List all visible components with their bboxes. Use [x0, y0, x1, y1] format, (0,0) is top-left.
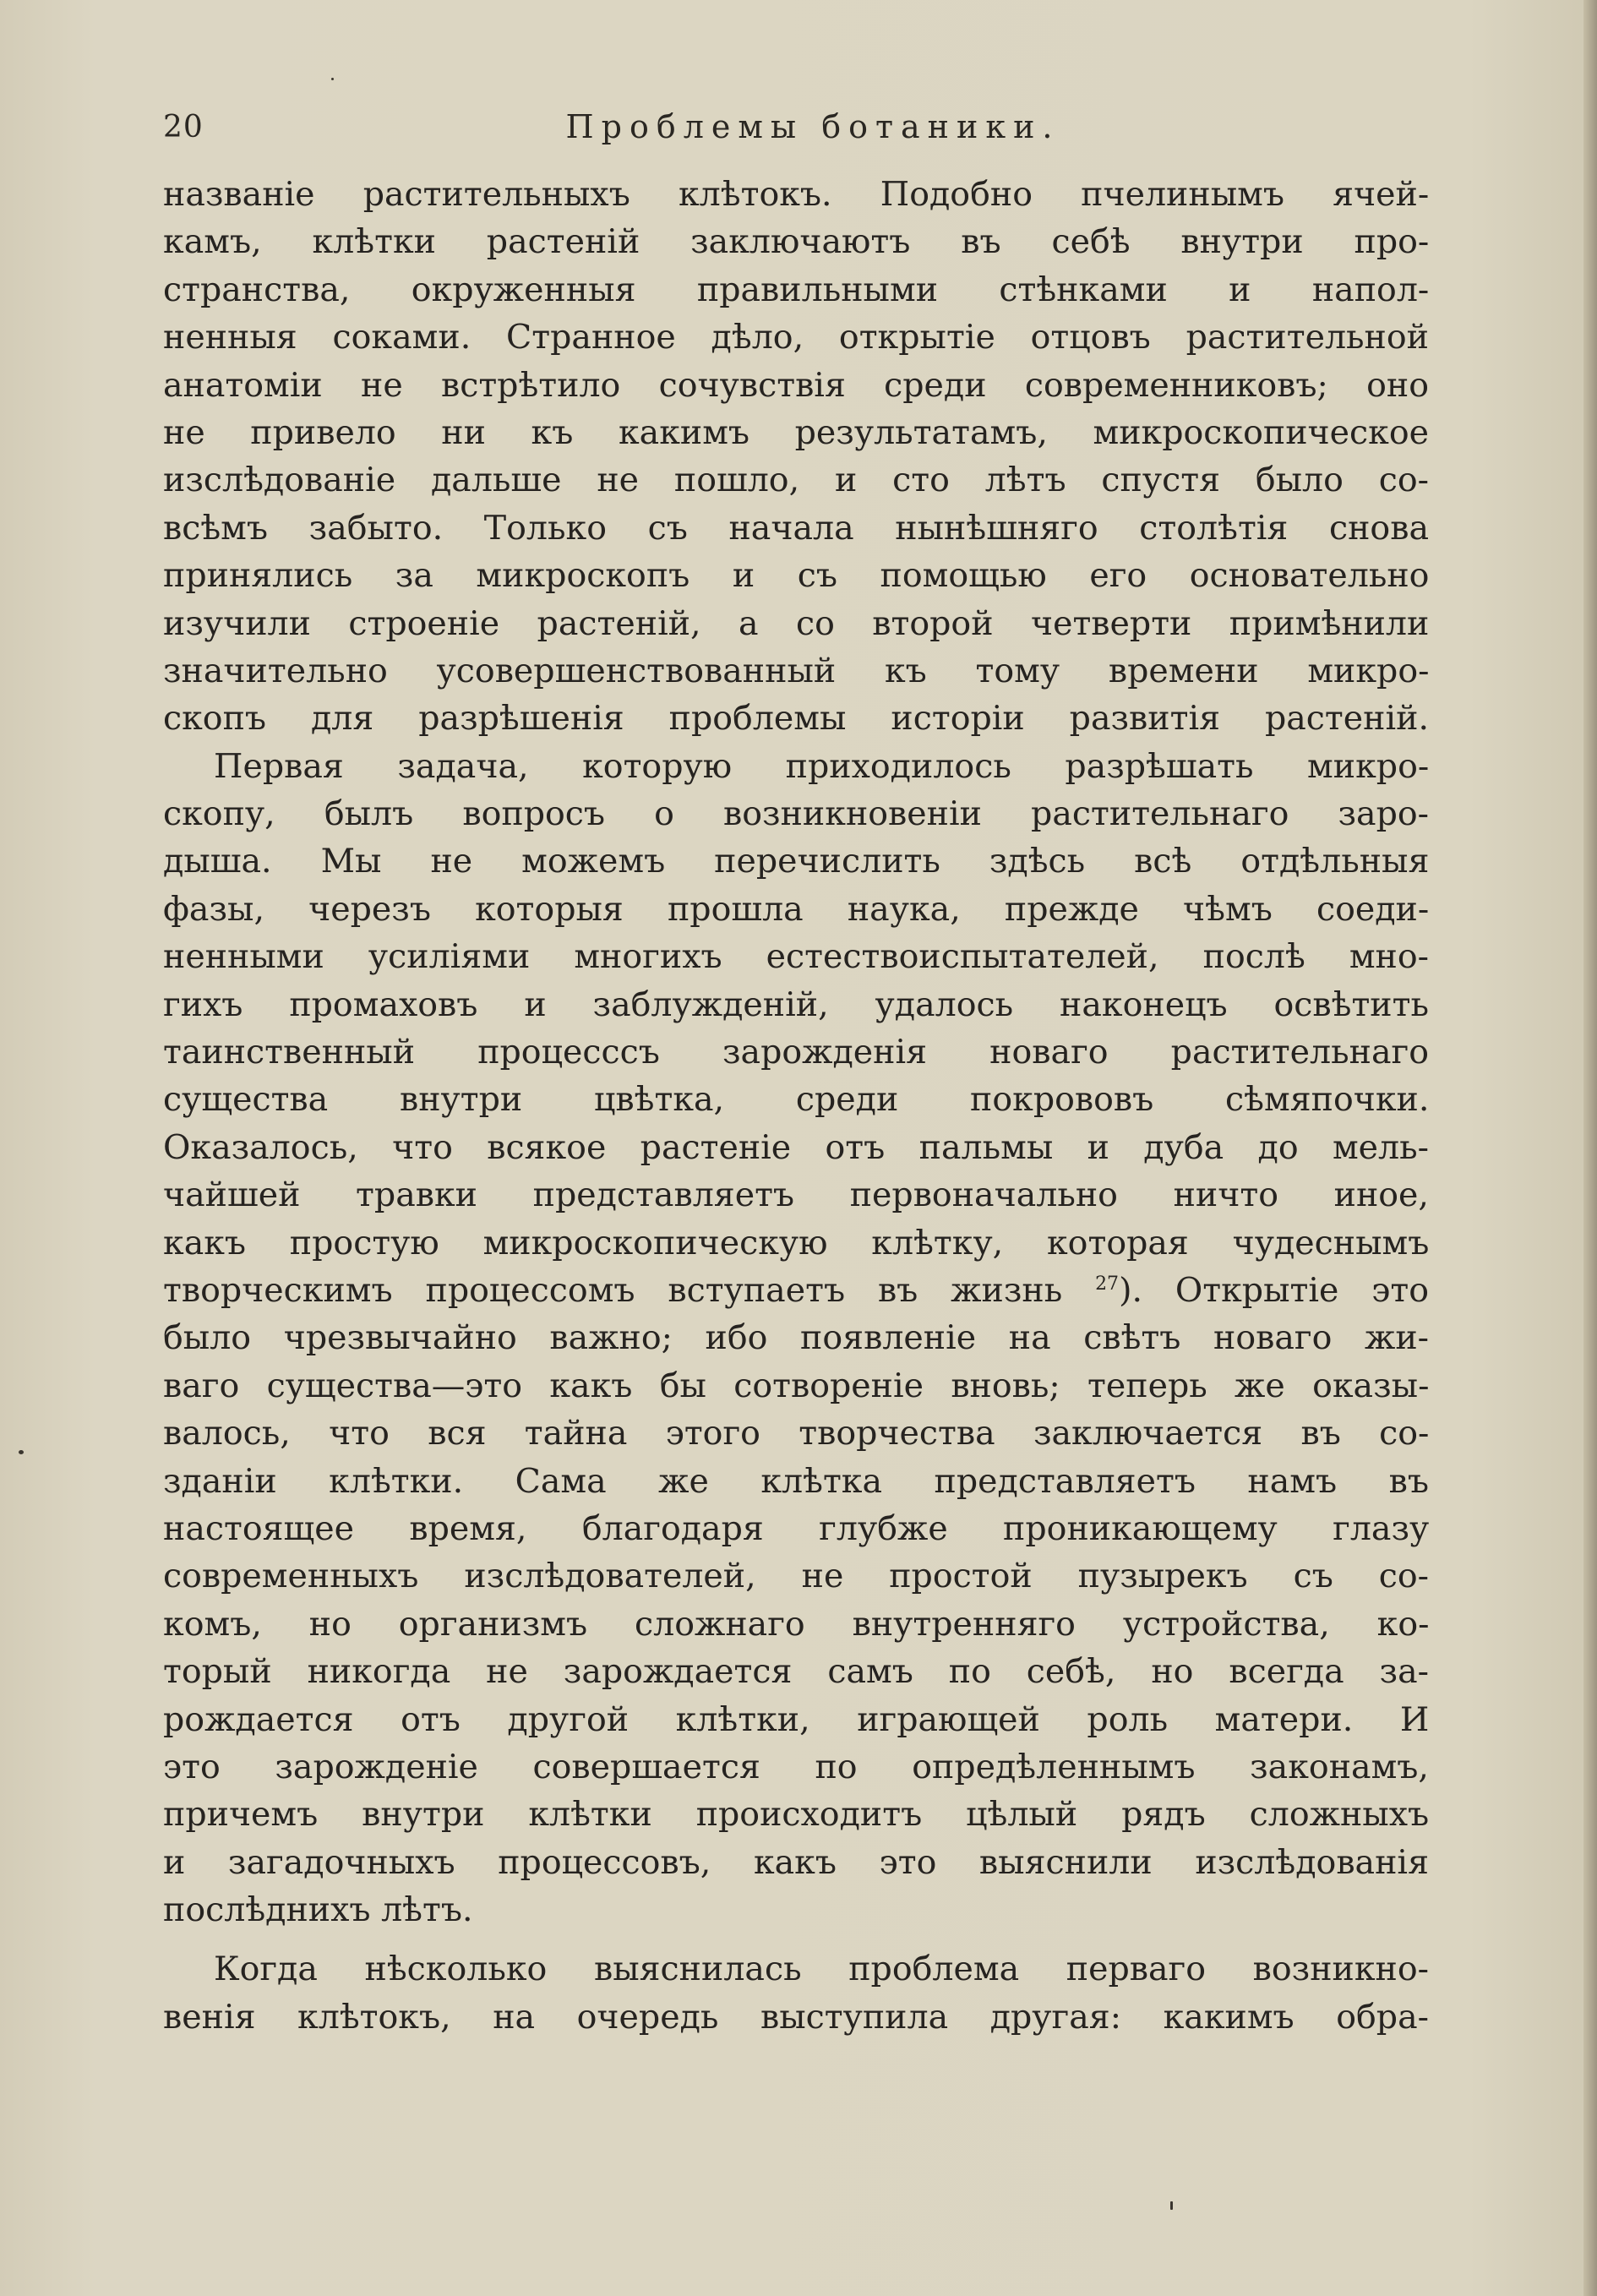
- text-line: валось, что вся тайна этого творчества заключается въ со-: [163, 1414, 1429, 1453]
- text-line: современныхъ изслѣдователей, не простой пузырекъ съ со-: [163, 1557, 1429, 1596]
- text-line-with-footnote: [163, 1267, 1429, 1314]
- text-line: Когда нѣсколько выяснилась проблема перваго возникно-: [214, 1950, 1429, 1989]
- text-line: было чрезвычайно важно; ибо появленіе на свѣтъ новаго жи-: [163, 1318, 1429, 1358]
- text-line: комъ, но организмъ сложнаго внутренняго устройства, ко-: [163, 1604, 1429, 1644]
- text-line: изслѣдованіе дальше не пошло, и сто лѣтъ спустя было со-: [163, 461, 1429, 500]
- text-line: дыша. Мы не можемъ перечислить здѣсь всѣ отдѣльныя: [163, 842, 1429, 881]
- text-line: фазы, черезъ которыя прошла наука, прежде чѣмъ соеди-: [163, 889, 1429, 929]
- text-line: чайшей травки представляетъ первоначально ничто иное,: [163, 1175, 1429, 1215]
- text-line: венія клѣтокъ, на очередь выступила другая: какимъ обра-: [163, 1997, 1429, 2037]
- text-line: странства, окруженныя правильными стѣнками и напол-: [163, 270, 1429, 309]
- page-header: [163, 103, 1429, 154]
- footnote-ref: 27: [1095, 1273, 1120, 1295]
- text-line: скопу, былъ вопросъ о возникновеніи растительнаго заро-: [163, 794, 1429, 834]
- text-line: названіе растительныхъ клѣтокъ. Подобно пчелинымъ ячей-: [163, 175, 1429, 214]
- paper-speck: [331, 78, 334, 80]
- text-line: анатоміи не встрѣтило сочувствія среди современниковъ; оно: [163, 365, 1429, 405]
- body-text: [163, 171, 1429, 2041]
- text-line: причемъ внутри клѣтки происходитъ цѣлый рядъ сложныхъ: [163, 1795, 1429, 1835]
- text-line: изучили строеніе растеній, а со второй четверти примѣнили: [163, 603, 1429, 643]
- page-edge-shadow: [1583, 0, 1597, 2296]
- text-line: не привело ни къ какимъ результатамъ, микроскопическое: [163, 412, 1429, 452]
- text-line: ненными усиліями многихъ естествоиспытателей, послѣ мно-: [163, 937, 1429, 977]
- text-line: Первая задача, которую приходилось разрѣшать микро-: [214, 746, 1429, 786]
- text-line: настоящее время, благодаря глубже проникающему глазу: [163, 1508, 1429, 1548]
- text-line: ваго существа—это какъ бы сотвореніе вновь; теперь же оказы-: [163, 1366, 1429, 1405]
- text-line-head: творческимъ процессомъ вступаетъ въ жизнь: [163, 1270, 1063, 1310]
- text-line: и загадочныхъ процессовъ, какъ это выяснили изслѣдованія: [163, 1842, 1429, 1882]
- text-line: послѣднихъ лѣтъ.: [163, 1890, 473, 1930]
- paper-speck: [1170, 2201, 1173, 2210]
- text-line: таинственный процесссъ зарожденія новаго растительнаго: [163, 1033, 1429, 1072]
- text-line: принялись за микроскопъ и съ помощью его основательно: [163, 556, 1429, 596]
- text-line: существа внутри цвѣтка, среди покрововъ сѣмяпочки.: [163, 1080, 1429, 1120]
- running-title: Проблемы ботаники.: [565, 108, 1060, 145]
- text-line: какъ простую микроскопическую клѣтку, которая чудеснымъ: [163, 1223, 1429, 1263]
- paper-speck: [19, 1450, 24, 1454]
- text-line: скопъ для разрѣшенія проблемы исторіи развитія растеній.: [163, 699, 1429, 739]
- text-line: ненныя соками. Странное дѣло, открытіе отцовъ растительной: [163, 318, 1429, 357]
- text-line: торый никогда не зарождается самъ по себѣ, но всегда за-: [163, 1652, 1429, 1692]
- text-line-tail: ). Открытіе это: [1119, 1270, 1429, 1310]
- text-line: камъ, клѣтки растеній заключаютъ въ себѣ внутри про-: [163, 222, 1429, 262]
- text-line: гихъ промаховъ и заблужденій, удалось наконецъ освѣтить: [163, 984, 1429, 1024]
- text-line: рождается отъ другой клѣтки, играющей роль матери. И: [163, 1699, 1429, 1739]
- text-line: это зарожденіе совершается по опредѣленнымъ законамъ,: [163, 1747, 1429, 1786]
- text-line: значительно усовершенствованный къ тому времени микро-: [163, 651, 1429, 690]
- text-line: зданіи клѣтки. Сама же клѣтка представляетъ намъ въ: [163, 1461, 1429, 1501]
- text-line: Оказалось, что всякое растеніе отъ пальмы и дуба до мель-: [163, 1127, 1429, 1167]
- text-line: всѣмъ забыто. Только съ начала нынѣшняго столѣтія снова: [163, 508, 1429, 548]
- page-number: 20: [163, 110, 204, 145]
